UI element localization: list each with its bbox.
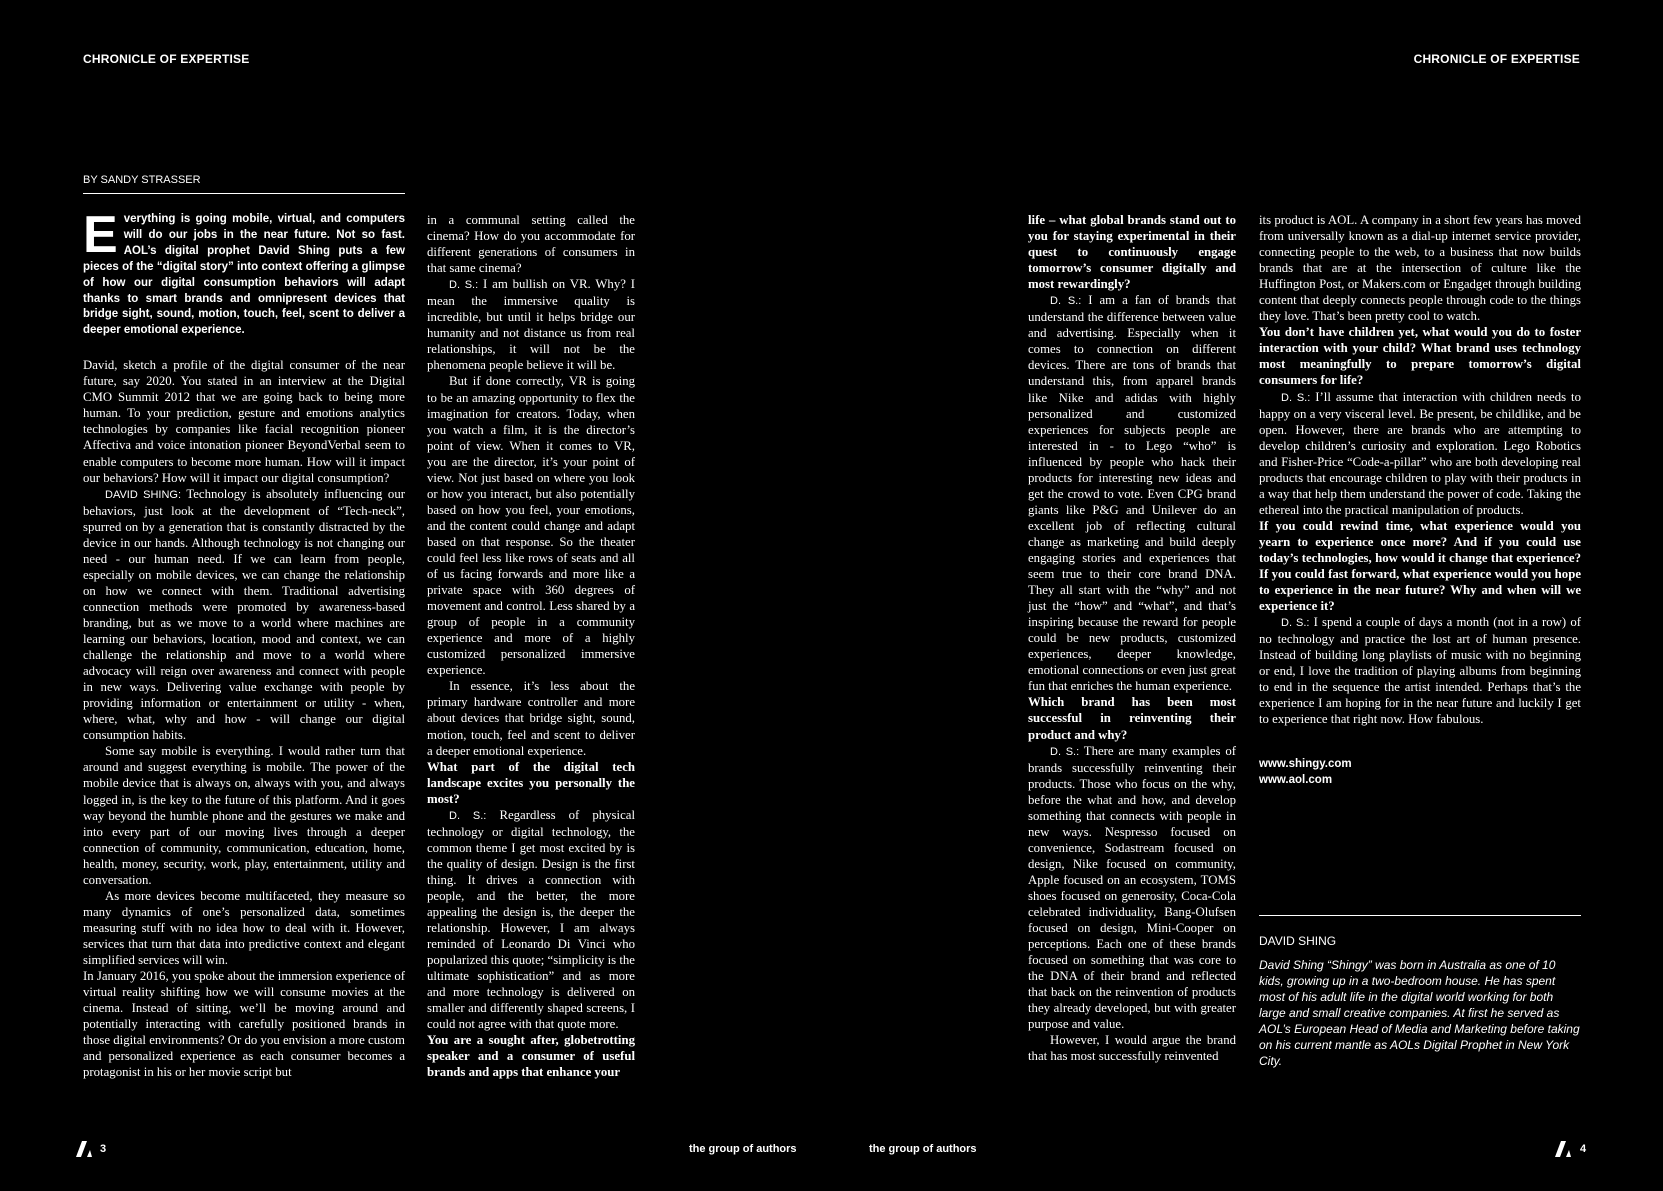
speaker-label: D. S.: <box>1281 617 1310 630</box>
speaker-label: D. S.: <box>1050 295 1082 308</box>
answer-5 <box>1028 743 1236 1033</box>
speaker-label: D. S.: <box>1050 745 1080 758</box>
answer-7-text: I spend a couple of days a month (not in a row) of no technology and practice the lost art of human presence. Instead of building long playlists of music with no beginning or end, I love the tradition of playing albums from beginning to end in the sequence the artist intended. Perhaps that’s the experience I am hoping for in the near future and luckily I get to experience that right now. How fabulous. <box>1259 615 1582 727</box>
question-2: In January 2016, you spoke about the immersion experience of virtual reality shifting how we will consume movies at the cinema. Instead of sitting, we’ll be moving around and potentially interacting with carefully positioned brands in those digital environments? Or do you envision a more custom and personalized experience as each consumer becomes a protagonist in his or her movie script but <box>83 969 405 1080</box>
question-4-continued: life – what global brands stand out to you for staying experimental in their quest to continuously engage tomorrow’s consumer digitally and most rewardingly? <box>1028 213 1236 292</box>
running-header-right: CHRONICLE OF EXPERTISE <box>1413 52 1580 66</box>
bio-name: DAVID SHING <box>1259 934 1337 948</box>
answer-4-text: I am a fan of brands that understand the difference between value and advertising. Especially when it comes to connection on different devices. There are tons of brands that understand this, from apparel brands like Nike and adidas with highly personalized and customized experiences for subjects people are interested in - to Lego “who” is influenced by people who hack their products for interesting new ideas and get the crowd to vote. Even CPG brand giants like P&G and Unilever do an excellent job of reflecting cultural change as marketing and build deeply engaging stories and experiences that seem true to their core brand DNA. They all start with the “why” and not just the “how” and “what”, and that’s inspiring because the reward for people could be new products, customized experiences, deeper knowledge, emotional connections or even just great fun that enriches the human experience. <box>1028 293 1236 694</box>
article-column-3 <box>1028 212 1236 1064</box>
answer-5-text: There are many examples of brands successfully reinventing their products. Those who focus on the why, before the what and how, and develop something that connects with people in new ways. Nespresso focused on convenience, Sodastream focused on design, Nike focused on community, Apple focused on an ecosystem, TOMS shoes focused on generosity, Coca-Cola celebrated individuality, Bang-Olufsen focused on design, Mini-Cooper on perceptions. Each one of these brands focused on something that was core to the DNA of their brand and reflected that back on the reinvention of products they already developed, but with greater purpose and value. <box>1028 743 1236 1032</box>
question-4: You are a sought after, globetrotting speaker and a consumer of useful brands and apps that enhance your <box>427 1033 635 1080</box>
page-number-right: 4 <box>1580 1143 1587 1155</box>
author-bio <box>1259 915 1581 1069</box>
speaker-label: D. S.: <box>1281 391 1311 404</box>
byline: BY SANDY STRASSER <box>83 174 405 194</box>
answer-3-text: Regardless of physical technology or digital technology, the common theme I get most excited by is the quality of design. Design is the first thing. It drives a connection with people, and the better, the more appealing the design is, the deeper the relationship. However, I am always reminded of Leonardo Di Vinci who popularized this quote; “simplicity is the ultimate sophistication” and as more and more technology is delivered on smaller and differently shaped screens, I could not agree with that quote more. <box>427 807 636 1032</box>
question-6: You don’t have children yet, what would you do to foster interaction with your child? What brand uses technology most meaningfully to prepare tomorrow’s digital consumers for life? <box>1259 325 1581 388</box>
bio-text: David Shing “Shingy” was born in Australia as one of 10 kids, growing up in a two-bedroom house. He has spent most of his adult life in the digital world working for both large and small creative companies. At first he served as AOL’s European Head of Media and Marketing before taking on his current mantle as AOLs Digital Prophet in New York City. <box>1259 958 1580 1068</box>
speaker-label: DAVID SHING: <box>105 488 182 501</box>
article-column-2 <box>427 212 635 1081</box>
answer-2-para-2: But if done correctly, VR is going to be an amazing opportunity to flex the imagination for creators. Today, when you watch a film, it is the director’s point of view. When it comes to VR, you are the director, it’s your point of view. Not just based on where you look or how you interact, but also potentially based on how you feel, your emotions, and the content could change and adapt based on that response. So the theater could feel less like rows of seats and all of us facing forwards and more like a private space with 360 degrees of movement and control. Less shared by a group of people in a community experience and more of a highly customized personalized immersive experience. <box>427 374 635 678</box>
answer-2-para-3: In essence, it’s less about the primary hardware controller and more about devices that bridge sight, sound, motion, touch, feel and scent to deliver a deeper emotional experience. <box>427 679 635 758</box>
answer-6-text: I’ll assume that interaction with children needs to happy on a very visceral level. Be present, be childlike, and be open. However, there are brands who are attempting to develop children’s curiosity and exploration. Lego Robotics and Fisher-Price “Code-a-pillar” who are both developing real products that encourage children to play with their products in a way that help them understand the power of code. Taking the ethereal into the practical manipulation of products. <box>1259 389 1581 517</box>
page-number-left: 3 <box>100 1143 107 1155</box>
question-2-continued: in a communal setting called the cinema? How do you accommodate for different generations of consumers in that same cinema? <box>427 213 635 276</box>
question-7: If you could rewind time, what experience would you yearn to experience once more? And if you could use today’s technologies, how would it change that experience? If you could fast forward, what experience would you hope to experience in the near future? Why and when will we experience it? <box>1259 518 1581 614</box>
publisher-logo-icon <box>1555 1141 1575 1157</box>
answer-7 <box>1259 614 1581 727</box>
article-column-4 <box>1259 212 1581 788</box>
link-aol[interactable]: www.aol.com <box>1259 773 1333 786</box>
drop-cap: E <box>83 206 118 264</box>
answer-6 <box>1259 389 1581 518</box>
link-shingy[interactable]: www.shingy.com <box>1259 757 1352 770</box>
answer-1-para-3: As more devices become multifaceted, they measure so many dynamics of one’s personalized data, sometimes measuring stuff with no idea how to deal with it. However, services that turn that data into predictive context and elegant simplified services will win. <box>83 888 405 967</box>
speaker-label: D. S.: <box>449 279 479 292</box>
answer-3 <box>427 807 635 1033</box>
article-intro <box>83 206 405 339</box>
answer-2-text: I am bullish on VR. Why? I mean the immersive quality is incredible, but until it helps bridge our humanity and not distance us from real relationships, it will not be the phenomena people believe it will be. <box>427 277 636 373</box>
answer-1-para-2: Some say mobile is everything. I would rather turn that around and suggest everything is mobile. The power of the mobile device that is always on, always with you, and always logged in, is the key to the future of this platform. And it goes way beyond the humble phone and the gestures we make and into every part of our moving lives through a deeper connection of community, communication, education, home, health, money, security, work, play, entertainment, utility and conversation. <box>83 744 405 887</box>
answer-4 <box>1028 292 1236 694</box>
answer-1-text: Technology is absolutely influencing our behaviors, just look at the development of “Tech-neck”, spurred on by a generation that is constantly distracted by the device in our hands. Although technology is not changing our need - our human need. If we can learn from people, especially on mobile devices, we can change the relationship on how we connect with them. Traditional advertising connection methods were promoted by awareness-based branding, but as we move to a world where machines are learning our behaviors, location, mood and context, we can challenge the relationship and move to a world where advocacy will reign over awareness and connect with people in new ways. Delivering value exchange with people by providing information or entertainment or utility - when, where, what, why and how - will change our digital consumption habits. <box>83 486 405 743</box>
answer-5-continued: its product is AOL. A company in a short few years has moved from universally known as a dial-up internet service provider, connecting people to the web, to a business that now builds brands that are at the intersection of culture like the Huffington Post, or Makers.com or Engadget through building content that deeply connects people through code to the things they love. That’s been pretty cool to watch. <box>1259 213 1581 324</box>
publisher-logo-icon <box>76 1141 96 1157</box>
website-links <box>1259 756 1581 788</box>
answer-1 <box>83 486 405 744</box>
intro-text: verything is going mobile, virtual, and computers will do our jobs in the near future. Not so fast. AOL’s digital prophet David Shing puts a few pieces of the “digital story” into context offering a glimpse of how our digital consumption behaviors will adapt thanks to smart brands and omnipresent devices that bridge sight, sound, motion, touch, feel, scent to deliver a deeper emotional experience. <box>83 213 405 337</box>
question-3: What part of the digital tech landscape excites you personally the most? <box>427 759 635 806</box>
footer-credit-right: the group of authors <box>869 1143 977 1155</box>
question-1: David, sketch a profile of the digital consumer of the near future, say 2020. You stated in an interview at the Digital CMO Summit 2012 that we are going back to being more human. To your prediction, gesture and emotions analytics technologies by companies like facial recognition pioneer Affectiva and voice intonation pioneer BeyondVerbal seem to enable computers to become more human. How will it impact our behaviors? How will it impact our digital consumption? <box>83 358 405 485</box>
question-5: Which brand has been most successful in reinventing their product and why? <box>1028 695 1236 742</box>
footer-credit-left: the group of authors <box>689 1143 797 1155</box>
article-column-1 <box>83 206 405 1080</box>
answer-2 <box>427 276 635 373</box>
answer-5-para-2: However, I would argue the brand that has most successfully reinvented <box>1028 1033 1236 1064</box>
speaker-label: D. S.: <box>449 809 487 822</box>
running-header-left: CHRONICLE OF EXPERTISE <box>83 52 250 66</box>
